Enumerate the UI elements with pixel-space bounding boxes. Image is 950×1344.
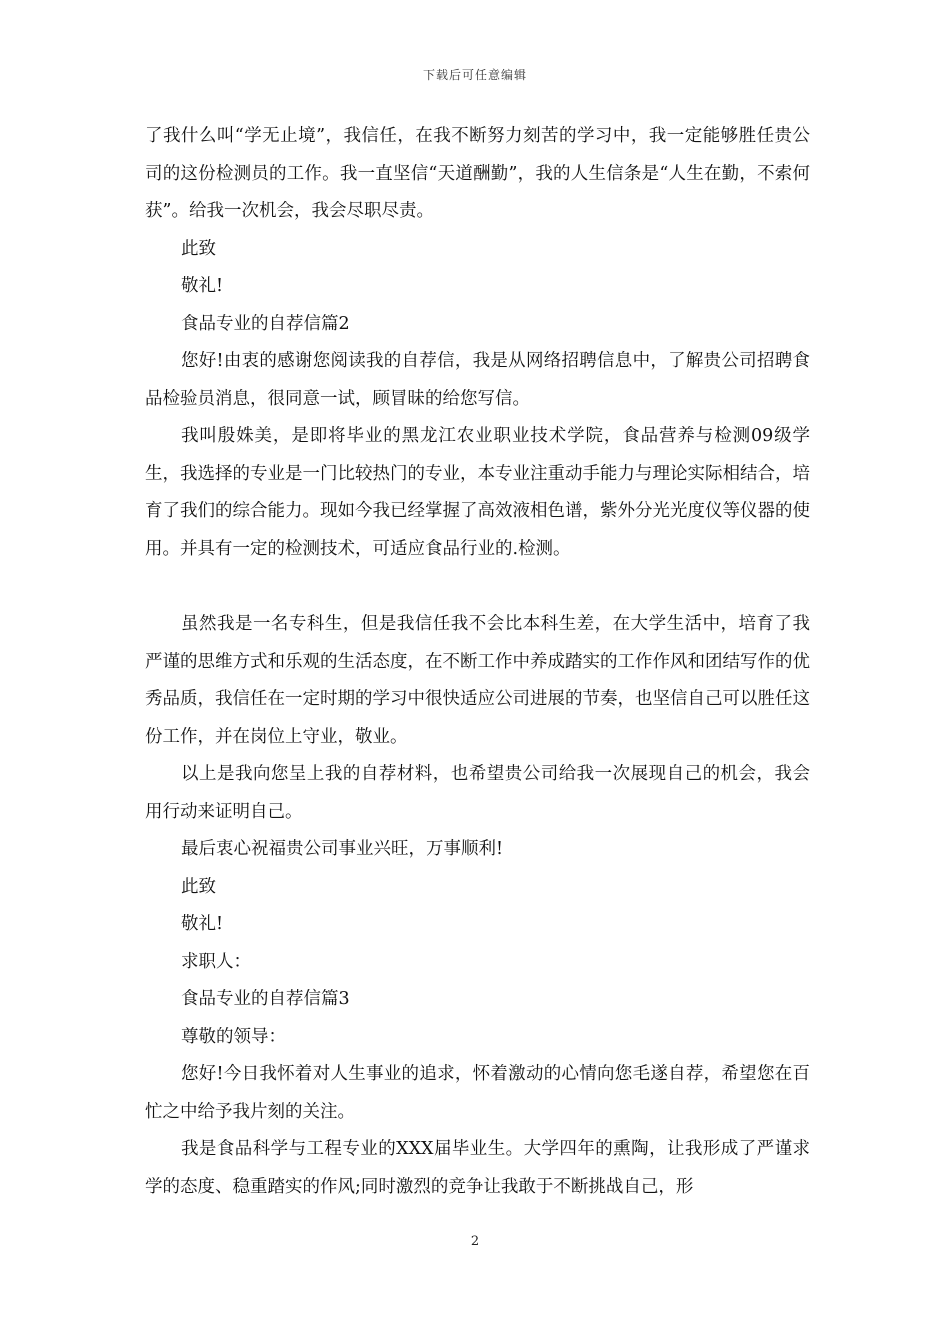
- applicant-label: 求职人：: [181, 951, 251, 972]
- paragraph-request: 以上是我向您呈上我的自荐材料，也希望贵公司给我一次展现自己的机会，我会用行动来证明自己。: [145, 764, 810, 822]
- section-title-3: 食品专业的自荐信篇3: [181, 989, 350, 1009]
- page-header-note: 下载后可任意编辑: [422, 68, 527, 82]
- section-title-2: 食品专业的自荐信篇2: [181, 313, 350, 334]
- paragraph-continuation: 了我什么叫“学无止境”，我信任，在我不断努力刻苦的学习中，我一定能够胜任贵公司的这份检测员的工作。我一直坚信“天道酬勤”，我的人生信条是“人生在勤，不索何获”。给我一次机会，我会尽职尽责。: [145, 126, 810, 221]
- paragraph-greeting-3: 您好!今日我怀着对人生事业的追求，怀着激动的心情向您毛遂自荐，希望您在百忙之中给予我片刻的关注。: [145, 1064, 810, 1122]
- letter-salutation: 尊敬的领导：: [181, 1026, 286, 1047]
- paragraph-graduate-intro: 我是食品科学与工程专业的XXX届毕业生。大学四年的熏陶，让我形成了严谨求学的态度、稳重踏实的作风;同时激烈的竞争让我敢于不断挑战自己，形: [145, 1139, 810, 1197]
- document-body: [145, 118, 810, 1206]
- closing-salutation-2: 此致: [181, 876, 216, 897]
- closing-regards: 敬礼!: [181, 276, 224, 296]
- paragraph-introduction: 我叫殷姝美，是即将毕业的黑龙江农业职业技术学院，食品营养与检测09级学生，我选择的专业是一门比较热门的专业，本专业注重动手能力与理论实际相结合，培育了我们的综合能力。现如今我已经掌握了高效液相色谱，紫外分光光度仪等仪器的使用。并具有一定的检测技术，可适应食品行业的.检测。: [145, 426, 810, 559]
- paragraph-self-assessment: 虽然我是一名专科生，但是我信任我不会比本科生差，在大学生活中，培育了我严谨的思维方式和乐观的生活态度，在不断工作中养成踏实的工作作风和团结写作的优秀品质，我信任在一定时期的学习中很快适应公司进展的节奏，也坚信自己可以胜任这份工作，并在岗位上守业，敬业。: [145, 614, 810, 747]
- blank-line: [145, 568, 810, 606]
- paragraph-wishes: 最后衷心祝福贵公司事业兴旺，万事顺利!: [181, 839, 504, 859]
- page-number: 2: [470, 1234, 480, 1249]
- paragraph-greeting: 您好!由衷的感谢您阅读我的自荐信，我是从网络招聘信息中，了解贵公司招聘食品检验员消息，很同意一试，顾冒昧的给您写信。: [145, 351, 810, 409]
- closing-regards-2: 敬礼!: [181, 914, 224, 934]
- closing-salutation: 此致: [181, 238, 216, 259]
